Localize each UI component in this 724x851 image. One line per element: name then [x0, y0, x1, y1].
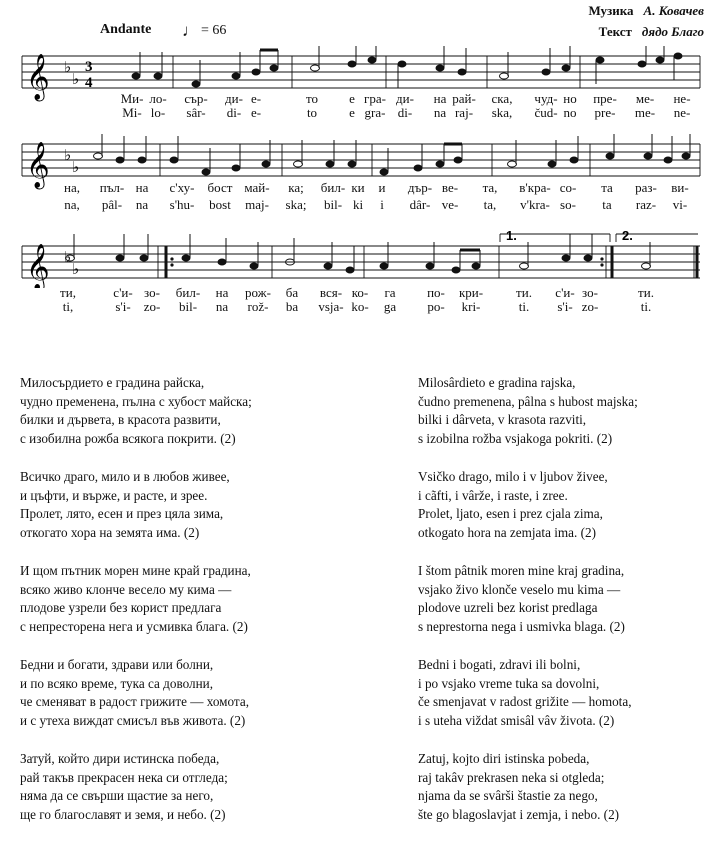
lyrics-latin-1 — [0, 105, 724, 121]
note — [520, 263, 529, 269]
syllable: zo- — [581, 299, 599, 314]
music-author: А. Ковачев — [643, 3, 704, 18]
credits — [588, 0, 704, 42]
syllable: май- — [244, 180, 270, 195]
verse-line: s neprestorna nega i usmivka blaga. (2) — [418, 619, 625, 635]
note — [232, 165, 240, 171]
note — [368, 57, 376, 63]
verse-line: plodove uzreli bez korist predlaga — [418, 600, 598, 616]
note — [94, 153, 103, 159]
note — [562, 255, 570, 261]
lyrics-cyrillic-2 — [0, 180, 724, 196]
syllable: pâl- — [101, 197, 123, 212]
verse-line: vsjako živo klonče veselo mu kima — — [418, 581, 621, 597]
verse-line: otkogato hora na zemjata ima. (2) — [418, 525, 596, 541]
stanza-latin-5 — [418, 750, 619, 825]
quarter-note-icon: ♩ — [182, 21, 199, 40]
note — [170, 157, 178, 163]
verse-line: bilki i dârveta, v krasota razviti, — [418, 412, 587, 428]
syllable: s'i- — [115, 299, 131, 314]
text-credit — [588, 21, 704, 42]
verse-line: Милосърдието е градина райска, — [20, 375, 205, 390]
verse-line: i s uteha viždat smisâl vâv života. (2) — [418, 713, 615, 729]
note — [326, 161, 334, 167]
flat-b-icon: ♭ — [64, 60, 72, 76]
syllable: бил- — [175, 285, 201, 300]
syllable: на — [433, 91, 447, 106]
note — [682, 153, 690, 159]
syllable: гра- — [364, 91, 386, 106]
treble-clef-icon: 𝄞 — [26, 244, 50, 288]
verse-line: njama da se svârši štastie za nego, — [418, 788, 598, 804]
verse-line: čudno premenena, pâlna s hubost majska; — [418, 393, 638, 409]
note — [472, 263, 480, 269]
verse-line: Пролет, лято, есен и през цяла зима, — [20, 506, 224, 522]
note — [562, 65, 570, 71]
verse-line: i po vsjako vreme tuka sa dovolni, — [418, 675, 600, 691]
syllable: ti, — [62, 299, 74, 314]
syllable: ga — [383, 299, 397, 314]
syllable: maj- — [245, 197, 269, 212]
syllable: vi- — [672, 197, 688, 212]
verse-line: Milosârdieto e gradina rajska, — [418, 375, 576, 390]
verse-line: i cãfti, i vârže, i raste, i zree. — [418, 487, 568, 503]
syllable: на — [135, 180, 149, 195]
syllable: с'ху- — [169, 180, 195, 195]
syllable: ти. — [638, 285, 654, 300]
syllable: ba — [285, 299, 299, 314]
syllable: na — [215, 299, 229, 314]
verse-line: и цъфти, и вържe, и расте, и зрее. — [20, 487, 208, 503]
syllable: čud- — [534, 105, 558, 120]
verse-line: и с утеха виждат смисъл във живота. (2) — [20, 713, 246, 729]
syllable: ло- — [149, 91, 167, 106]
syllable: е- — [250, 91, 262, 106]
stanza-cyrillic-2 — [20, 468, 230, 543]
volta-2-label: 2. — [622, 228, 633, 243]
syllable: bil- — [323, 197, 343, 212]
syllable: na, — [64, 197, 80, 212]
syllable: na — [135, 197, 149, 212]
stanza-latin-4 — [418, 656, 632, 731]
syllable: di- — [397, 105, 413, 120]
note — [324, 263, 332, 269]
syllable: ко- — [351, 285, 369, 300]
syllable: кри- — [458, 285, 484, 300]
syllable: po- — [427, 299, 445, 314]
note — [508, 161, 517, 167]
syllable: gra- — [364, 105, 386, 120]
flat-e-icon: ♭ — [72, 72, 80, 88]
tempo-marking: Andante — [100, 22, 152, 37]
treble-clef-icon: 𝄞 — [26, 142, 50, 187]
syllable: zo- — [143, 299, 161, 314]
note — [584, 255, 592, 261]
verse-line: šte go blagoslavjat i zemja, i nebo. (2) — [418, 807, 620, 823]
syllable: е — [349, 91, 355, 106]
verse-line: няма да се свърши щастие за него, — [20, 788, 214, 804]
text-author: дядо Благо — [641, 24, 704, 39]
stanza-latin-1 — [418, 374, 638, 449]
note — [644, 153, 652, 159]
staff-system-3 — [0, 228, 724, 288]
note — [606, 153, 614, 159]
syllable: ве- — [441, 180, 459, 195]
note — [548, 161, 556, 167]
syllable: но — [563, 91, 577, 106]
syllable: та — [601, 180, 613, 195]
syllable: bost — [209, 197, 231, 212]
stanza-cyrillic-3 — [20, 562, 251, 637]
verse-line: ще го благославят и земя, и небо. (2) — [20, 807, 226, 823]
syllable: to — [306, 105, 318, 120]
syllable: lo- — [150, 105, 166, 120]
note — [270, 65, 278, 71]
syllable: чуд- — [534, 91, 558, 106]
syllable: ска, — [491, 91, 513, 106]
note — [500, 73, 509, 79]
stanza-latin-3 — [418, 562, 625, 637]
syllable: i — [380, 197, 384, 212]
note — [202, 169, 210, 175]
syllable: rož- — [247, 299, 269, 314]
stanza-cyrillic-1 — [20, 374, 252, 449]
syllable: di- — [226, 105, 242, 120]
syllable: ska; — [285, 197, 307, 212]
note — [664, 157, 672, 163]
verse-line: Затуй, който дири истинска победа, — [20, 751, 220, 766]
note — [116, 157, 124, 163]
syllable: ve- — [441, 197, 459, 212]
note — [192, 81, 200, 87]
note — [542, 69, 550, 75]
verse-line: s izobilna rožba vsjakoga pokriti. (2) — [418, 431, 613, 447]
syllable: со- — [559, 180, 577, 195]
syllable: Ми- — [120, 91, 144, 106]
syllable: пъл- — [99, 180, 125, 195]
text-label: Текст — [598, 24, 632, 39]
syllable: ne- — [673, 105, 691, 120]
syllable: raj- — [454, 105, 474, 120]
verse-line: I štom pâtnik moren mine kraj gradina, — [418, 563, 625, 578]
syllable: по- — [427, 285, 445, 300]
syllable: с'и- — [555, 285, 575, 300]
flat-b-icon: ♭ — [64, 250, 72, 266]
syllable: kri- — [461, 299, 481, 314]
syllable: raz- — [635, 197, 657, 212]
syllable: рай- — [452, 91, 476, 106]
syllable: на — [215, 285, 229, 300]
note — [458, 69, 466, 75]
note — [346, 267, 354, 273]
syllable: e — [349, 105, 355, 120]
syllable: ди- — [225, 91, 243, 106]
note — [454, 157, 462, 163]
stanza-cyrillic-4 — [20, 656, 249, 731]
note — [262, 161, 270, 167]
verse-line: откогато хора на земята има. (2) — [20, 525, 200, 541]
note — [232, 73, 240, 79]
verse-line: че сменяват в радост грижите — хомота, — [20, 694, 249, 710]
note — [380, 169, 388, 175]
syllable: v'kra- — [520, 197, 550, 212]
syllable: не- — [673, 91, 691, 106]
syllable: дър- — [407, 180, 433, 195]
syllable: so- — [560, 197, 576, 212]
syllable: и — [378, 180, 386, 195]
syllable: s'hu- — [169, 197, 195, 212]
syllable: ska, — [491, 105, 513, 120]
syllable: e- — [250, 105, 262, 120]
syllable: ди- — [396, 91, 414, 106]
volta-1-label: 1. — [506, 228, 517, 243]
flat-b-icon: ♭ — [64, 148, 72, 164]
treble-clef-icon: 𝄞 — [26, 54, 50, 99]
note — [138, 157, 146, 163]
verse-line: и по всяко време, тука са доволни, — [20, 675, 214, 691]
note — [132, 73, 140, 79]
syllable: sâr- — [186, 105, 206, 120]
verse-line: Zatuj, kojto diri istinska pobeda, — [418, 751, 590, 766]
syllable: ko- — [351, 299, 369, 314]
syllable: ti. — [640, 299, 652, 314]
syllable: ка; — [288, 180, 304, 195]
syllable: ме- — [635, 91, 655, 106]
note — [311, 65, 320, 71]
note — [596, 57, 604, 63]
syllable: ки — [351, 180, 365, 195]
verse-line: Bedni i bogati, zdravi ili bolni, — [418, 657, 581, 672]
syllable: рож- — [245, 285, 271, 300]
note — [250, 263, 258, 269]
note — [348, 61, 356, 67]
syllable: bil- — [178, 299, 198, 314]
verse-line: И щом пътник морен мине край градина, — [20, 563, 251, 578]
syllable: ви- — [671, 180, 689, 195]
note — [656, 57, 664, 63]
syllable: ki — [352, 197, 364, 212]
syllable: ба — [285, 285, 299, 300]
note — [638, 61, 646, 67]
note — [452, 267, 460, 273]
syllable: vsja- — [318, 299, 344, 314]
syllable: no — [563, 105, 577, 120]
syllable: то — [305, 91, 319, 106]
syllable: s'i- — [557, 299, 573, 314]
syllable: зо- — [144, 285, 160, 300]
syllable: в'кра- — [519, 180, 551, 195]
verse-line: Vsičko drago, milo i v ljubov živee, — [418, 469, 608, 484]
note — [182, 255, 190, 261]
syllable: na — [433, 105, 447, 120]
syllable: пре- — [593, 91, 617, 106]
note — [642, 263, 651, 269]
syllable: dâr- — [409, 197, 431, 212]
verse-line: с изобилна рожба всякога покрити. (2) — [20, 431, 236, 447]
syllable: ти. — [516, 285, 532, 300]
syllable: ти, — [60, 285, 76, 300]
stanza-latin-2 — [418, 468, 608, 543]
syllable: на, — [64, 180, 80, 195]
verse-line: с непресторена нега и усмивка блага. (2) — [20, 619, 248, 635]
music-credit — [588, 0, 704, 21]
syllable: ta, — [483, 197, 497, 212]
verse-line: če smenjavat v radost grižite — homota, — [418, 694, 632, 710]
verse-line: Prolet, ljato, esen i prez cjala zima, — [418, 506, 603, 522]
note — [426, 263, 434, 269]
syllable: та, — [482, 180, 498, 195]
verse-line: рай такъв прекрасен нека си отгледа; — [20, 769, 228, 785]
syllable: pre- — [594, 105, 616, 120]
syllable: вся- — [319, 285, 343, 300]
note — [398, 61, 406, 67]
syllable: бил- — [320, 180, 346, 195]
syllable: бост — [207, 180, 233, 195]
note — [252, 69, 260, 75]
syllable: ti. — [518, 299, 530, 314]
syllable: Mi- — [122, 105, 142, 120]
syllable: ta — [602, 197, 612, 212]
metronome-bpm: = 66 — [201, 23, 227, 38]
note — [348, 161, 356, 167]
flat-e-icon: ♭ — [72, 262, 80, 278]
note — [414, 165, 422, 171]
note — [218, 259, 226, 265]
note — [570, 157, 578, 163]
note — [294, 161, 303, 167]
time-signature-bottom: 4 — [85, 75, 93, 91]
metronome-mark — [182, 21, 226, 41]
syllable: зо- — [582, 285, 598, 300]
verse-line: билки и дървета, в красота развити, — [20, 412, 221, 428]
note — [674, 53, 682, 59]
syllable: га — [384, 285, 396, 300]
lyrics-latin-2 — [0, 197, 724, 213]
lyrics-latin-3 — [0, 299, 724, 315]
verse-line: плодове узрели без корист предлага — [20, 600, 222, 616]
syllable: с'и- — [113, 285, 133, 300]
note — [380, 263, 388, 269]
note — [436, 161, 444, 167]
verse-line: всяко живо клонче весело му кима — — [20, 581, 232, 597]
note — [436, 65, 444, 71]
syllable: раз- — [635, 180, 657, 195]
music-label: Музика — [588, 3, 634, 18]
verse-line: Бедни и богати, здрави или болни, — [20, 657, 214, 672]
syllable: me- — [634, 105, 656, 120]
note — [154, 73, 162, 79]
flat-e-icon: ♭ — [72, 160, 80, 176]
verse-line: raj takâv prekrasen neka si otgleda; — [418, 769, 605, 785]
stanza-cyrillic-5 — [20, 750, 228, 825]
note — [140, 255, 148, 261]
verse-line: Всичко драго, мило и в любов живее, — [20, 469, 230, 484]
time-signature-top: 3 — [85, 59, 93, 75]
syllable: сър- — [184, 91, 208, 106]
verse-line: чудно пременена, пълна с хубост майска; — [20, 393, 252, 409]
note — [116, 255, 124, 261]
